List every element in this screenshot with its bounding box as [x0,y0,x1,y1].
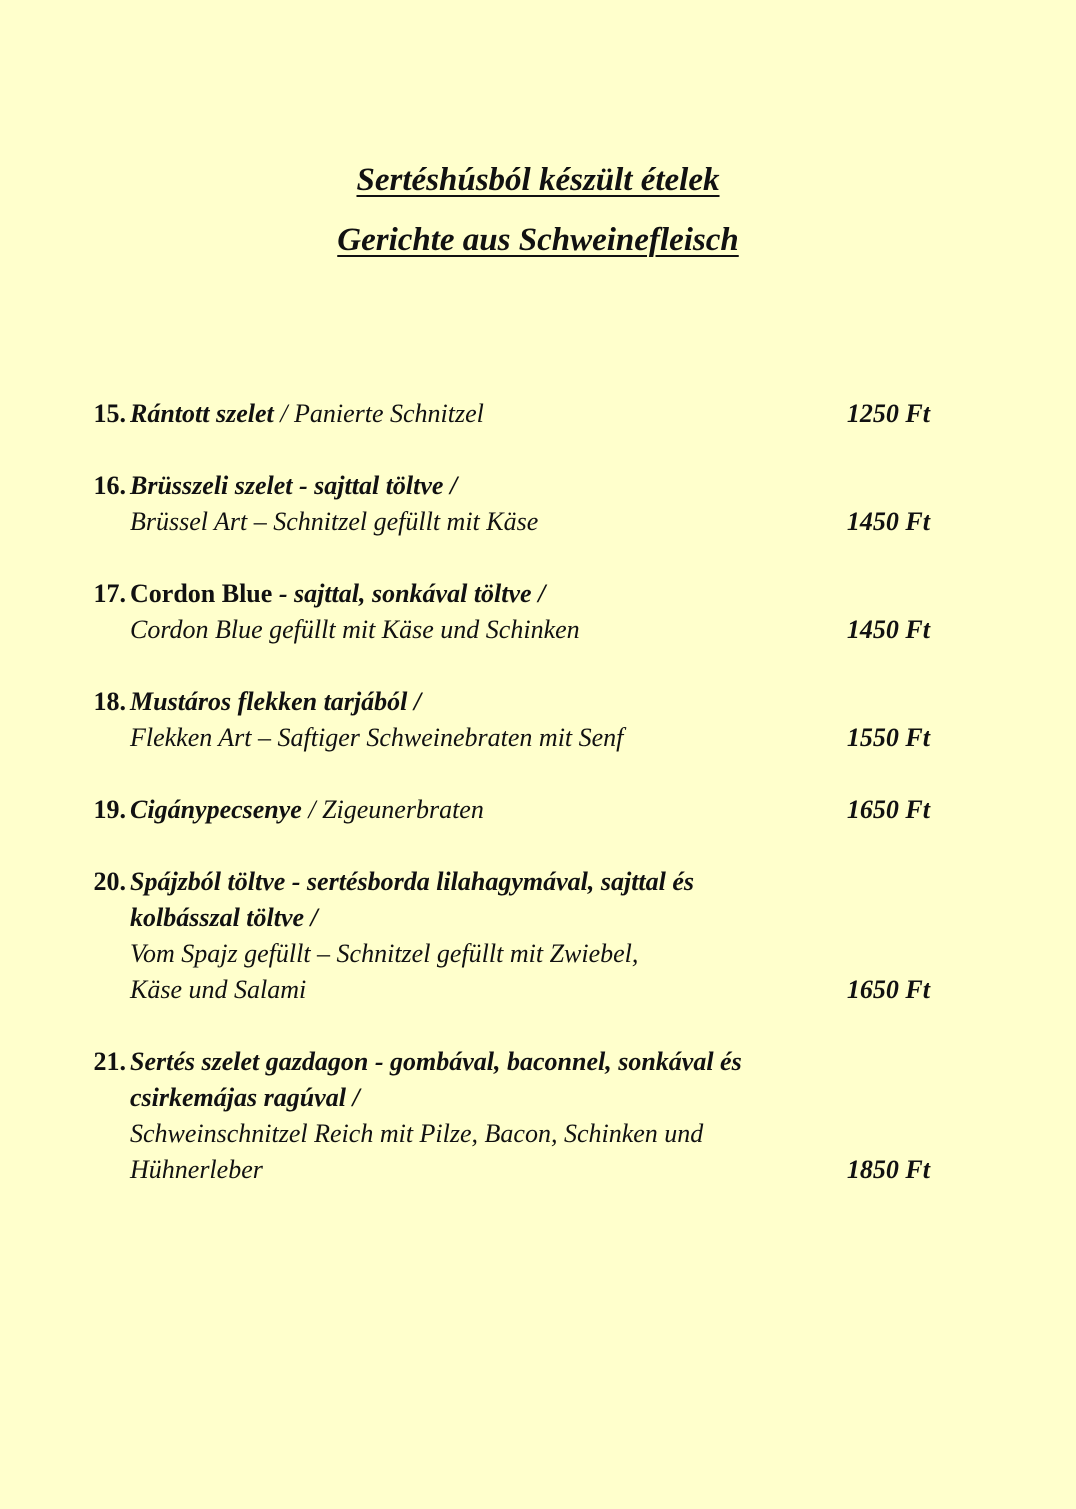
item-description [130,792,830,828]
item-price: 1550 Ft [846,723,930,752]
item-name-german: Cordon Blue gefüllt mit Käse und Schinken [130,615,580,644]
item-price: 1650 Ft [846,795,930,824]
item-name-german-cont: Hühnerleber [130,1155,263,1184]
item-price: 1850 Ft [846,1155,930,1184]
item-name-hungarian-cont: csirkemájas ragúval / [130,1083,360,1112]
item-name-hungarian: - sajttal, sonkával töltve / [272,579,546,608]
item-number: 16. [93,471,126,500]
item-name-hungarian: Brüsszeli szelet - sajttal töltve / [130,471,458,500]
page-title-german: Gerichte aus Schweinefleisch [337,222,739,258]
item-price: 1450 Ft [846,615,930,644]
item-number: 20. [93,867,126,896]
item-price: 1650 Ft [846,975,930,1004]
item-description [130,576,830,648]
item-number: 15. [93,399,126,428]
page-title-hungarian: Sertéshúsból készült ételek [356,162,720,198]
item-number: 19. [93,795,126,824]
item-name-german-cont: Käse und Salami [130,975,307,1004]
item-name-german: Zigeunerbraten [322,795,484,824]
item-separator: / [301,795,323,824]
item-name-german: Panierte Schnitzel [293,399,484,428]
item-description [130,684,830,756]
item-name-german: Vom Spajz gefüllt – Schnitzel gefüllt mit Zwiebel, [130,939,639,968]
item-number: 17. [93,579,126,608]
item-number: 21. [93,1047,126,1076]
item-name-hungarian-cont: kolbásszal töltve / [130,903,318,932]
item-name-hungarian-brand: Cordon Blue [130,579,273,608]
item-price: 1250 Ft [846,399,930,428]
item-price: 1450 Ft [846,507,930,536]
item-name-german: Schweinschnitzel Reich mit Pilze, Bacon, Schinken und [130,1119,704,1148]
item-description [130,396,830,432]
item-name-hungarian: Rántott szelet [130,399,274,428]
item-name-hungarian: Sertés szelet gazdagon - gombával, baconnel, sonkával és [130,1047,742,1076]
item-name-hungarian: Mustáros flekken tarjából / [130,687,422,716]
item-name-hungarian: Cigánypecsenye [130,795,302,824]
item-description [130,864,830,1008]
item-separator: / [273,399,294,428]
item-description [130,1044,830,1188]
item-name-hungarian: Spájzból töltve - sertésborda lilahagymával, sajttal és [130,867,695,896]
item-name-german: Brüssel Art – Schnitzel gefüllt mit Käse [130,507,539,536]
item-number: 18. [93,687,126,716]
item-name-german: Flekken Art – Saftiger Schweinebraten mit Senf [130,723,624,752]
item-description [130,468,830,540]
